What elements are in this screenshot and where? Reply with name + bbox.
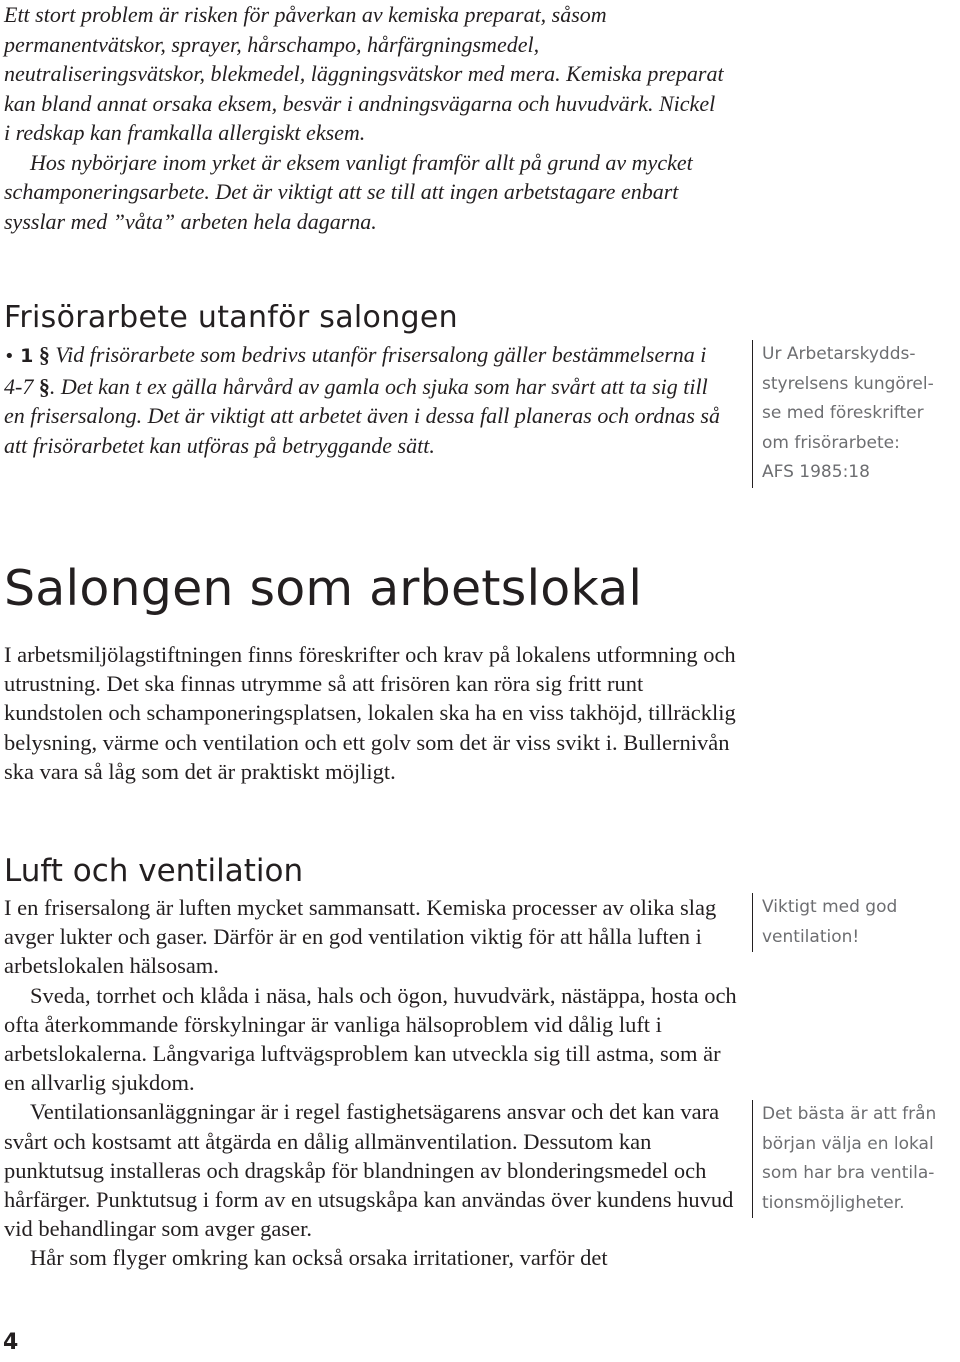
paragraph-number: 1	[20, 345, 34, 367]
sidenote-line: ventilation!	[762, 926, 860, 947]
luft-paragraph-2: Sveda, torrhet och klåda i näsa, hals och ögon, huvudvärk, nästäppa, hosta och ofta återkommande förskylningar är vanliga hälsoproblem vid dålig luft i arbetslokalerna. Långvariga luftvägsproblem kan utveckla sig till astma, som är en allvarlig sjukdom.	[4, 982, 737, 1096]
sidenote-lokal	[752, 1100, 960, 1218]
sidenote-line: AFS 1985:18	[762, 462, 870, 482]
intro-text	[4, 0, 724, 236]
salong-paragraph: I arbetsmiljölagstiftningen finns föreskrifter och krav på lokalens utformning och utrustning. Det ska finnas utrymme så att frisören kan röra sig fritt runt kundstolen och schamponeringsplatsen, lokalen ska ha en viss takhöjd, tillräcklig belysning, värme och ventilation och ett golv som det är viss svikt i. Bullernivån ska vara så låg som det är praktiskt möjligt.	[4, 642, 736, 784]
frisor-paragraph	[4, 340, 724, 460]
luft-text	[4, 893, 739, 1273]
page-number: 4	[3, 1330, 19, 1355]
intro-paragraph-1: Ett stort problem är risken för påverkan av kemiska preparat, såsom permanentvätskor, sprayer, hårschampo, hårfärgningsmedel, neutraliseringsvätskor, blekmedel, läggningsvätskor med mera. Kemiska preparat kan bland annat orsaka eksem, besvär i andningsvägarna och huvudvärk. Nickel i redskap kan framkalla allergiskt eksem.	[4, 2, 724, 145]
heading-frisorarbete: Frisörarbete utanför salongen	[4, 300, 458, 335]
sidenote-afs	[752, 340, 960, 488]
heading-luft: Luft och ventilation	[4, 853, 304, 889]
sidenote-line: om frisörarbete:	[762, 432, 900, 453]
sidenote-line: styrelsens kungörel-	[762, 373, 934, 394]
luft-paragraph-1: I en frisersalong är luften mycket sammansatt. Kemiska processer av olika slag avger lukter och gaser. Därför är en god ventilation viktig för att hålla luften i arbetslokalen hälsosam.	[4, 895, 717, 979]
sidenote-line: se med föreskrifter	[762, 403, 924, 423]
luft-paragraph-4: Hår som flyger omkring kan också orsaka irritationer, varför det	[30, 1245, 608, 1271]
section-sign-icon: §	[38, 342, 50, 367]
intro-paragraph-2: Hos nybörjare inom yrket är eksem vanligt framför allt på grund av mycket schamponeringsarbete. Det är viktigt att se till att ingen arbetstagare enbart sysslar med ”våta” arbeten hela dagarna.	[4, 149, 693, 234]
sidenote-line: Det bästa är att från	[762, 1104, 937, 1124]
sidenote-line: som har bra ventila-	[762, 1163, 935, 1183]
sidenote-line: början välja en lokal	[762, 1133, 934, 1154]
sidenote-line: Ur Arbetarskydds-	[762, 344, 916, 364]
heading-salongen: Salongen som arbetslokal	[4, 560, 643, 617]
sidenote-ventilation	[752, 893, 960, 952]
section-sign-icon: §	[38, 373, 50, 399]
frisor-text-b: . Det kan t ex gälla hårvård av gamla och sjuka som har svårt att ta sig till en frisersalong. Det är viktigt att arbetet även i dessa fall planeras och ordnas så att frisörarbetet kan utföras på betryggande sätt.	[4, 373, 720, 458]
luft-paragraph-3: Ventilationsanläggningar är i regel fastighetsägarens ansvar och det kan vara svårt och kostsamt att åtgärda en dålig allmänventilation. Dessutom kan punktutsug installeras och dragskåp för blandningen av blonderingsmedel och hårfärger. Punktutsug i form av en utsugskåpa kan användas över kundens huvud vid behandlingar som avger gaser.	[4, 1099, 734, 1242]
bullet-icon: •	[4, 346, 15, 367]
sidenote-line: Viktigt med god	[762, 897, 898, 917]
sidenote-line: tionsmöjligheter.	[762, 1192, 905, 1213]
frisor-text-a: Vid frisörarbete som bedrivs utanför frisersalong gäller bestämmelserna i 4-7	[4, 342, 707, 399]
